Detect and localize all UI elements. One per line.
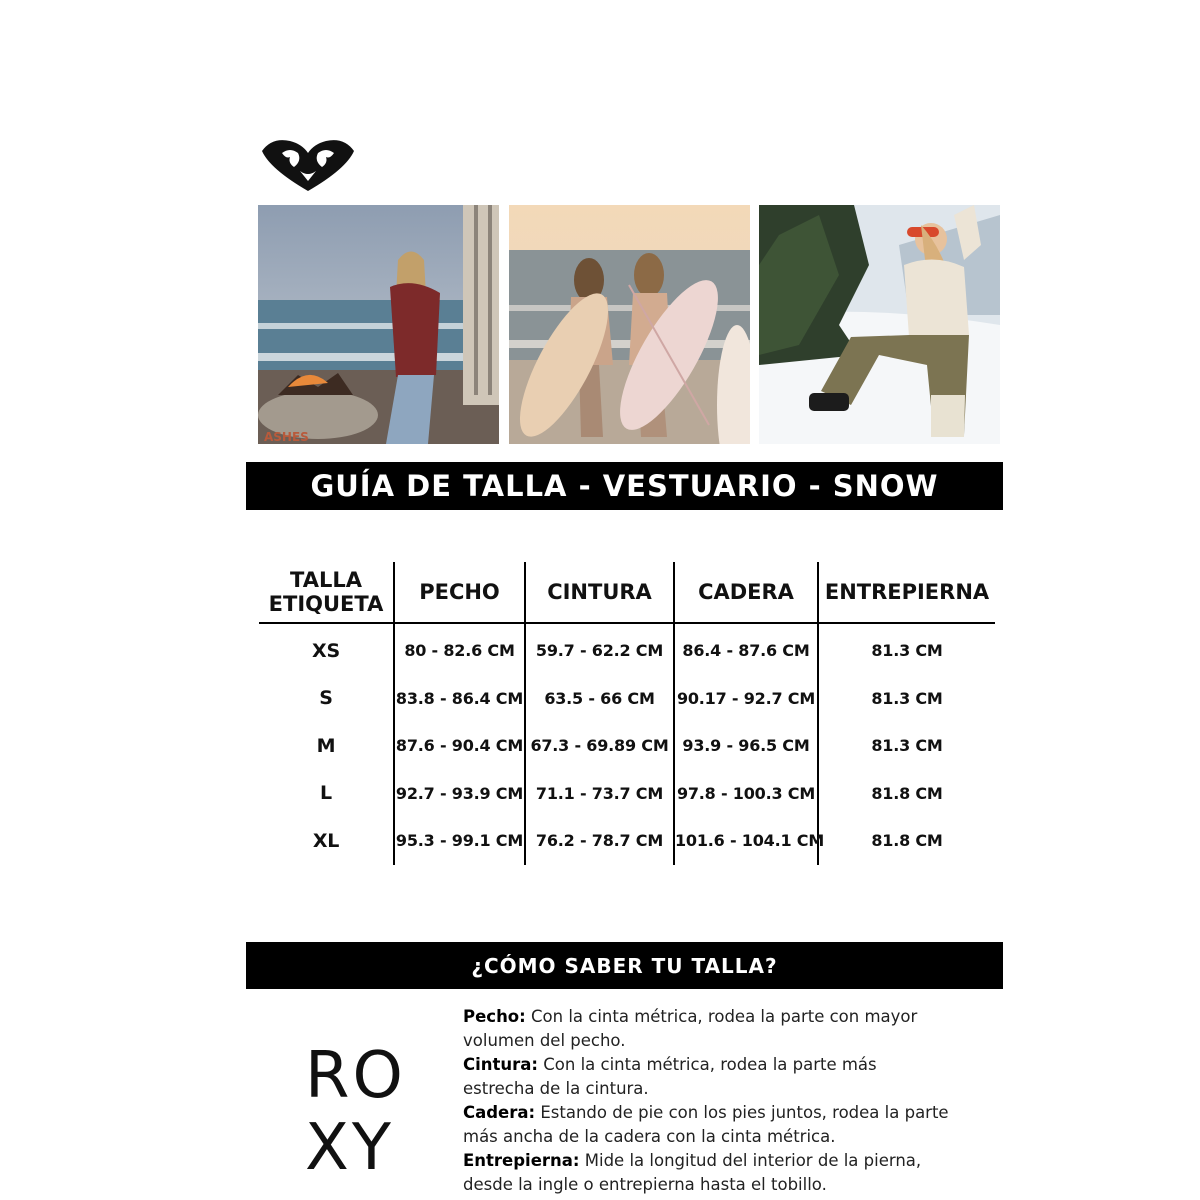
instruction-term: Cintura: (463, 1055, 539, 1074)
instruction-text: Estando de pie con los pies juntos, rodea la parte más ancha de la cadera con la cinta métrica. (463, 1103, 949, 1146)
size-label: XL (259, 817, 394, 865)
pecho-value: 83.8 - 86.4 CM (394, 675, 525, 723)
instruction-text: Con la cinta métrica, rodea la parte más estrecha de la cintura. (463, 1055, 877, 1098)
size-label: L (259, 770, 394, 818)
wordmark-line-1: RO (305, 1039, 406, 1113)
instruction-pecho (463, 1005, 953, 1053)
header-talla: TALLA (290, 568, 362, 592)
size-table (259, 562, 995, 865)
how-to-title: ¿CÓMO SABER TU TALLA? (246, 942, 1003, 989)
header-cadera: CADERA (674, 562, 818, 623)
entrepierna-value: 81.8 CM (871, 831, 943, 851)
size-guide-title: GUÍA DE TALLA - VESTUARIO - SNOW (246, 462, 1003, 510)
cintura-value: 67.3 - 69.89 CM (525, 722, 674, 770)
instruction-term: Entrepierna: (463, 1151, 580, 1170)
instruction-term: Cadera: (463, 1103, 536, 1122)
pecho-value: 95.3 - 99.1 CM (394, 817, 525, 865)
cadera-value: 86.4 - 87.6 CM (674, 623, 818, 675)
instruction-term: Pecho: (463, 1007, 526, 1026)
photo-snow-rider (759, 205, 1000, 444)
pecho-value: 80 - 82.6 CM (394, 623, 525, 675)
cadera-value: 101.6 - 104.1 CM (674, 817, 818, 865)
instruction-entrepierna (463, 1149, 953, 1197)
table-row (259, 623, 995, 675)
entrepierna-value: 81.3 CM (871, 688, 943, 708)
instruction-text: Con la cinta métrica, rodea la parte con mayor volumen del pecho. (463, 1007, 918, 1050)
pecho-value: 87.6 - 90.4 CM (394, 722, 525, 770)
how-to-instructions (463, 1005, 953, 1197)
table-row (259, 675, 995, 723)
table-row (259, 722, 995, 770)
instruction-cadera (463, 1101, 953, 1149)
entrepierna-value: 81.3 CM (871, 641, 943, 661)
cintura-value: 59.7 - 62.2 CM (525, 623, 674, 675)
table-row (259, 817, 995, 865)
instruction-cintura (463, 1053, 953, 1101)
cintura-value: 63.5 - 66 CM (525, 675, 674, 723)
photo-caption-text: ASHES (264, 430, 309, 444)
pecho-value: 92.7 - 93.9 CM (394, 770, 525, 818)
header-entrepierna: ENTREPIERNA (818, 562, 995, 623)
cadera-value: 90.17 - 92.7 CM (674, 675, 818, 723)
size-label: M (259, 722, 394, 770)
header-etiqueta: ETIQUETA (268, 592, 384, 616)
header-talla-etiqueta (259, 562, 394, 623)
instruction-text: Mide la longitud del interior de la pierna, desde la ingle o entrepierna hasta el tobillo. (463, 1151, 922, 1194)
entrepierna-value: 81.8 CM (871, 783, 943, 803)
roxy-heart-logo-icon (260, 133, 356, 193)
size-table-header-row (259, 562, 995, 623)
cintura-value: 71.1 - 73.7 CM (525, 770, 674, 818)
header-cintura: CINTURA (525, 562, 674, 623)
roxy-wordmark (305, 1040, 415, 1184)
cadera-value: 97.8 - 100.3 CM (674, 770, 818, 818)
table-row (259, 770, 995, 818)
wordmark-line-2: XY (305, 1111, 394, 1185)
header-pecho: PECHO (394, 562, 525, 623)
entrepierna-value: 81.3 CM (871, 736, 943, 756)
size-label: S (259, 675, 394, 723)
cintura-value: 76.2 - 78.7 CM (525, 817, 674, 865)
size-label: XS (259, 623, 394, 675)
photo-beach-campfire (258, 205, 499, 444)
cadera-value: 93.9 - 96.5 CM (674, 722, 818, 770)
photo-surfers-boards (509, 205, 750, 444)
